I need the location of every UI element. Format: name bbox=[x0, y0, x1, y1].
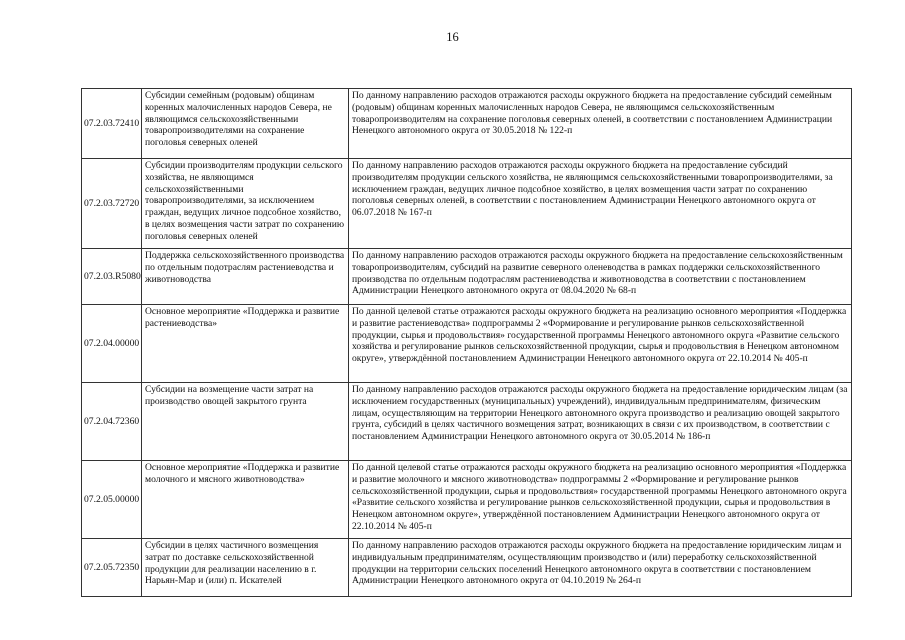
row-name: Субсидии семейным (родовым) общинам коренных малочисленных народов Севера, не являющимся сельскохозяйственными товаропроизводителями на сохранение поголовья северных оленей bbox=[142, 89, 349, 159]
table-row bbox=[82, 159, 852, 249]
row-description: По данному направлению расходов отражаются расходы окружного бюджета на предоставление юридическим лицам (за исключением государственных (муниципальных) учреждений), индивидуальным предпринимателям, физическим лицам, осуществляющим на территории Ненецкого автономного округа производство и реализацию овощей закрытого грунта, субсидий в целях частичного возмещения затрат, возникающих в связи с их производством, в соответствии с постановлением Администрации Ненецкого автономного округа от 30.05.2014 № 186-п bbox=[349, 383, 852, 461]
table-row bbox=[82, 89, 852, 159]
row-name: Основное мероприятие «Поддержка и развитие растениеводства» bbox=[142, 305, 349, 383]
row-code: 07.2.04.00000 bbox=[82, 305, 142, 383]
row-name: Основное мероприятие «Поддержка и развитие молочного и мясного животноводства» bbox=[142, 461, 349, 539]
row-description: По данному направлению расходов отражаются расходы окружного бюджета на предоставление субсидий семейным (родовым) общинам коренных малочисленных народов Севера, не являющимся сельскохозяйственным товаропроизводителям на сохранение поголовья северных оленей, в соответствии с постановлением Администрации Ненецкого автономного округа от 30.05.2018 № 122-п bbox=[349, 89, 852, 159]
table-row bbox=[82, 249, 852, 305]
row-code: 07.2.04.72360 bbox=[82, 383, 142, 461]
page-number: 16 bbox=[446, 30, 459, 44]
row-name: Субсидии производителям продукции сельского хозяйства, не являющимся сельскохозяйственными товаропроизводителями, за исключением граждан, ведущих личное подсобное хозяйство, в целях возмещения части затрат по сохранению поголовья северных оленей bbox=[142, 159, 349, 249]
row-name: Субсидии в целях частичного возмещения затрат по доставке сельскохозяйственной продукции для реализации населению в г. Нарьян-Мар и (или) п. Искателей bbox=[142, 539, 349, 597]
row-description: По данной целевой статье отражаются расходы окружного бюджета на реализацию основного мероприятия «Поддержка и развитие растениеводства» подпрограммы 2 «Формирование и регулирование рынков сельскохозяйственной продукции, сырья и продовольствия» государственной программы Ненецкого автономного округа «Развитие сельского хозяйства и регулирование рынков сельскохозяйственной продукции, сырья и продовольствия в Ненецком автономном округе», утверждённой постановлением Администрации Ненецкого автономного округа от 22.10.2014 № 405-п bbox=[349, 305, 852, 383]
budget-classification-table bbox=[81, 88, 852, 597]
row-code: 07.2.03.72720 bbox=[82, 159, 142, 249]
row-name: Субсидии на возмещение части затрат на производство овощей закрытого грунта bbox=[142, 383, 349, 461]
row-description: По данному направлению расходов отражаются расходы окружного бюджета на предоставление сельскохозяйственным товаропроизводителям, субсидий на развитие северного оленеводства в рамках поддержки сельскохозяйственного производства по отдельным подотраслям растениеводства и животноводства в соответствии с постановлением Администрации Ненецкого автономного округа от 08.04.2020 № 68-п bbox=[349, 249, 852, 305]
row-code: 07.2.05.00000 bbox=[82, 461, 142, 539]
row-description: По данной целевой статье отражаются расходы окружного бюджета на реализацию основного мероприятия «Поддержка и развитие молочного и мясного животноводства» подпрограммы 2 «Формирование и регулирование рынков сельскохозяйственной продукции, сырья и продовольствия» государственной программы Ненецкого автономного округа «Развитие сельского хозяйства и регулирование рынков сельскохозяйственной продукции, сырья и продовольствия в Ненецком автономном округе», утверждённой постановлением Администрации Ненецкого автономного округа от 22.10.2014 № 405-п bbox=[349, 461, 852, 539]
row-code: 07.2.05.72350 bbox=[82, 539, 142, 597]
table-row bbox=[82, 539, 852, 597]
row-code: 07.2.03.R5080 bbox=[82, 249, 142, 305]
table-row bbox=[82, 305, 852, 383]
table-row bbox=[82, 383, 852, 461]
row-description: По данному направлению расходов отражаются расходы окружного бюджета на предоставление субсидий производителям продукции сельского хозяйства, не являющимся сельскохозяйственными товаропроизводителями, за исключением граждан, ведущих личное подсобное хозяйство, в целях возмещения части затрат по сохранению поголовья северных оленей, в соответствии с постановлением Администрации Ненецкого автономного округа от 06.07.2018 № 167-п bbox=[349, 159, 852, 249]
row-description: По данному направлению расходов отражаются расходы окружного бюджета на предоставление юридическим лицам и индивидуальным предпринимателям, осуществляющим производство и (или) переработку сельскохозяйственной продукции на территории сельских поселений Ненецкого автономного округа в соответствии с постановлением Администрации Ненецкого автономного округа от 04.10.2019 № 264-п bbox=[349, 539, 852, 597]
table-row bbox=[82, 461, 852, 539]
row-code: 07.2.03.72410 bbox=[82, 89, 142, 159]
row-name: Поддержка сельскохозяйственного производства по отдельным подотраслям растениеводства и животноводства bbox=[142, 249, 349, 305]
